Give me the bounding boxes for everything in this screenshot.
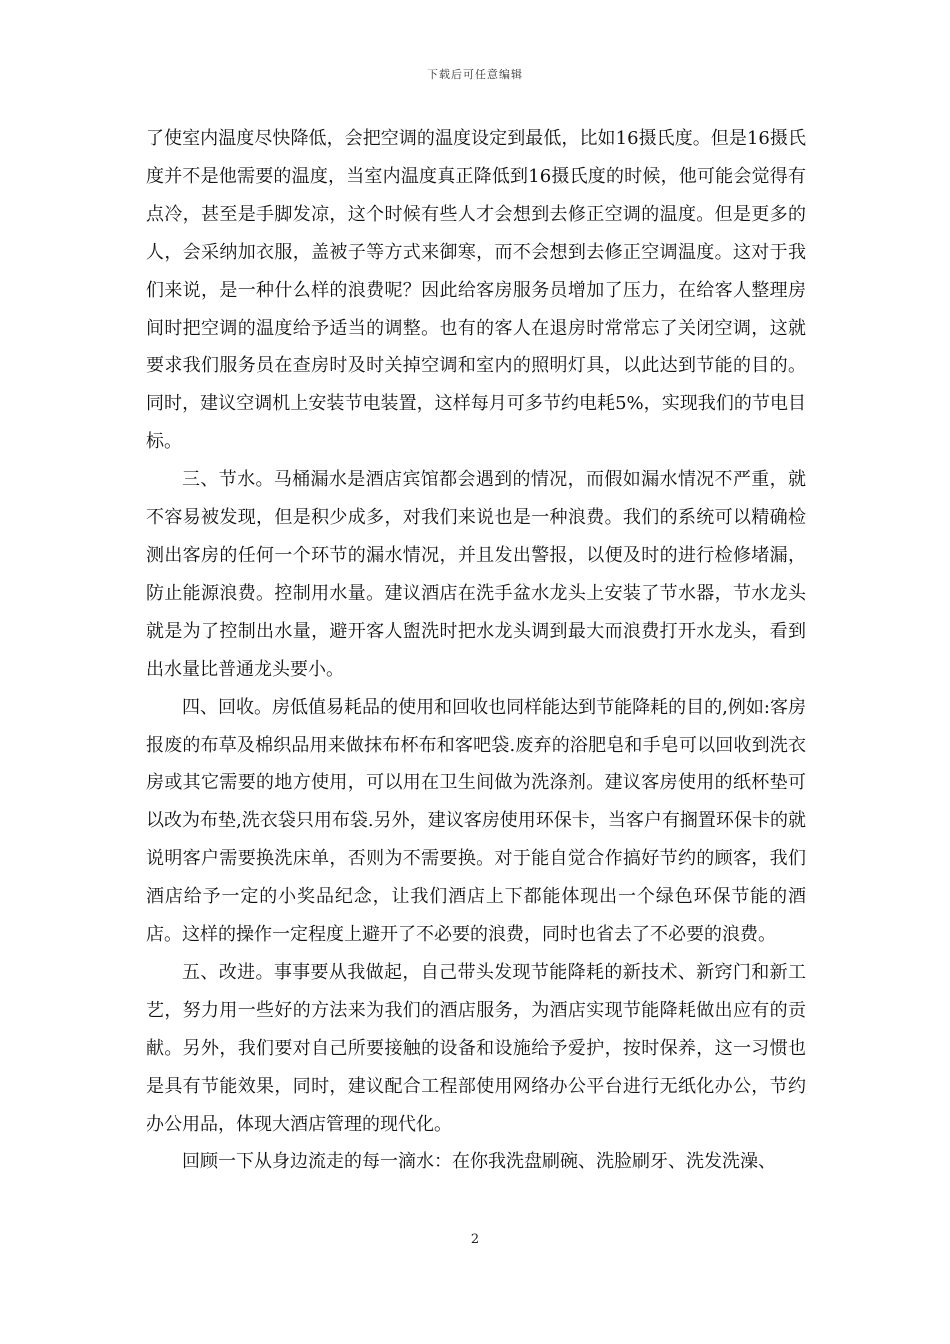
paragraph-improvement: 五、改进。事事要从我做起，自己带头发现节能降耗的新技术、新窍门和新工艺，努力用一些好的方法来为我们的酒店服务，为酒店实现节能降耗做出应有的贡献。另外，我们要对自己所要接触的设备和设施给予爱护，按时保养，这一习惯也是具有节能效果，同时，建议配合工程部使用网络办公平台进行无纸化办公，节约办公用品，体现大酒店管理的现代化。 xyxy=(146,961,806,1135)
paragraph-recycling: 四、回收。房低值易耗品的使用和回收也同样能达到节能降耗的目的,例如:客房报废的布草及棉织品用来做抹布杯布和客吧袋.废弃的浴肥皂和手皂可以回收到洗衣房或其它需要的地方使用，可以用在卫生间做为洗涤剂。建议客房使用的纸杯垫可以改为布垫,洗衣袋只用布袋.另外，建议客房使用环保卡，当客户有搁置环保卡的就说明客户需要换洗床单，否则为不需要换。对于能自觉合作搞好节约的顾客，我们酒店给予一定的小奖品纪念，让我们酒店上下都能体现出一个绿色环保节能的酒店。这样的操作一定程度上避开了不必要的浪费，同时也省去了不必要的浪费。 xyxy=(146,696,806,946)
paragraph-review: 回顾一下从身边流走的每一滴水：在你我洗盘刷碗、洗脸刷牙、洗发洗澡、 xyxy=(182,1151,776,1173)
paragraph-water-saving: 三、节水。马桶漏水是酒店宾馆都会遇到的情况，而假如漏水情况不严重，就不容易被发现，但是积少成多，对我们来说也是一种浪费。我们的系统可以精确检测出客房的任何一个环节的漏水情况，并且发出警报，以便及时的进行检修堵漏，防止能源浪费。控制用水量。建议酒店在洗手盆水龙头上安装了节水器，节水龙头就是为了控制出水量，避开客人盥洗时把水龙头调到最大而浪费打开水龙头，看到出水量比普通龙头要小。 xyxy=(146,469,806,680)
document-body xyxy=(146,120,806,1181)
paragraph-air-conditioning: 了使室内温度尽快降低，会把空调的温度设定到最低，比如16摄氏度。但是16摄氏度并不是他需要的温度，当室内温度真正降低到16摄氏度的时候，他可能会觉得有点冷，甚至是手脚发凉，这个时候有些人才会想到去修正空调的温度。但是更多的人，会采纳加衣服，盖被子等方式来御寒，而不会想到去修正空调温度。这对于我们来说，是一种什么样的浪费呢？因此给客房服务员增加了压力，在给客人整理房间时把空调的温度给予适当的调整。也有的客人在退房时常常忘了关闭空调，这就要求我们服务员在查房时及时关掉空调和室内的照明灯具，以此达到节能的目的。同时，建议空调机上安装节电装置，这样每月可多节约电耗5%，实现我们的节电目标。 xyxy=(146,128,806,453)
page-number: 2 xyxy=(470,1232,480,1247)
page-header: 下载后可任意编辑 xyxy=(427,68,523,81)
